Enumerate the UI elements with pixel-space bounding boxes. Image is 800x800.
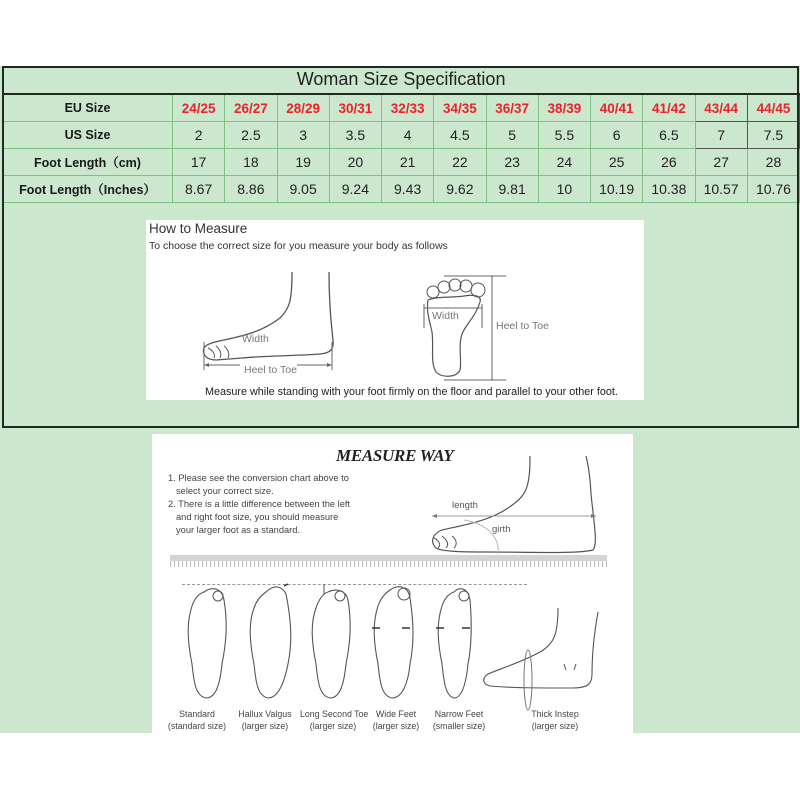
foot-type-name: Long Second Toe [300, 709, 369, 719]
eu-size-cell: 30/31 [329, 94, 381, 122]
us-size-cell: 6.5 [643, 122, 695, 149]
foot-type-name: Standard [179, 709, 215, 719]
row-label: Foot Length（Inches） [3, 176, 173, 203]
foot-type-note: (standard size) [167, 721, 227, 731]
hallux-valgus-foot-icon [244, 584, 296, 704]
row-label: US Size [3, 122, 173, 149]
inches-cell: 9.81 [486, 176, 538, 203]
side-width-label: Width [242, 333, 269, 345]
side-length-label: Heel to Toe [244, 364, 297, 376]
sole-length-label: Heel to Toe [496, 320, 549, 332]
us-size-cell: 5 [486, 122, 538, 149]
foot-type-note: (larger size) [372, 721, 420, 731]
cm-cell: 23 [486, 149, 538, 176]
foot-type-name: Thick Instep [531, 709, 579, 719]
inches-cell: 10.76 [747, 176, 799, 203]
cm-cell: 25 [591, 149, 643, 176]
girth-label: girth [492, 524, 511, 535]
foot-type-name: Narrow Feet [434, 709, 484, 719]
us-size-cell: 4.5 [434, 122, 486, 149]
measure-way-panel [152, 434, 633, 733]
standard-foot-icon [182, 584, 234, 704]
foot-type-long-second-toe [300, 708, 369, 732]
cm-cell: 26 [643, 149, 695, 176]
instruction-2-line-2: and right foot size, you should measure [176, 512, 339, 522]
foot-type-note: (larger size) [309, 721, 357, 731]
inches-cell: 9.24 [329, 176, 381, 203]
cm-cell: 21 [382, 149, 434, 176]
inches-cell: 10.38 [643, 176, 695, 203]
instruction-2-line-3: your larger foot as a standard. [176, 525, 301, 535]
measure-note: Measure while standing with your foot firmly on the floor and parallel to your other foot. [205, 386, 618, 398]
narrow-feet-foot-icon [430, 584, 482, 704]
foot-type-note: (smaller size) [432, 721, 486, 731]
measure-way-title: MEASURE WAY [336, 446, 454, 465]
inches-cell: 8.86 [225, 176, 277, 203]
us-size-cell: 3 [277, 122, 329, 149]
row-label: Foot Length（cm) [3, 149, 173, 176]
cm-cell: 19 [277, 149, 329, 176]
us-size-cell: 5.5 [538, 122, 590, 149]
foot-type-thick-instep [522, 708, 588, 732]
inches-cell: 9.43 [382, 176, 434, 203]
eu-size-cell: 38/39 [538, 94, 590, 122]
inches-cell: 10.19 [591, 176, 643, 203]
cm-cell: 17 [173, 149, 225, 176]
instruction-1-line-2: select your correct size. [176, 486, 274, 496]
measure-instructions [168, 472, 388, 537]
foot-type-narrow-feet [426, 708, 492, 732]
sole-width-label: Width [432, 310, 459, 322]
foot-type-name: Wide Feet [375, 709, 417, 719]
foot-type-wide-feet [366, 708, 426, 732]
cm-cell: 22 [434, 149, 486, 176]
long-second-toe-foot-icon [306, 584, 358, 704]
us-size-cell: 2 [173, 122, 225, 149]
foot-type-note: (larger size) [531, 721, 579, 731]
how-to-measure-subtitle: To choose the correct size for you measure your body as follows [149, 240, 448, 252]
inches-cell: 8.67 [173, 176, 225, 203]
eu-size-cell: 28/29 [277, 94, 329, 122]
instruction-2-line-1: 2. There is a little difference between the left [168, 499, 351, 509]
foot-type-standard [164, 708, 230, 732]
length-label: length [452, 500, 478, 511]
inches-cell: 10 [538, 176, 590, 203]
cm-cell: 20 [329, 149, 381, 176]
how-to-measure-title: How to Measure [149, 221, 248, 236]
us-size-cell: 7 [695, 122, 747, 149]
cm-cell: 18 [225, 149, 277, 176]
thick-instep-foot-icon [482, 604, 612, 714]
foot-type-hallux-valgus [232, 708, 298, 732]
foot-type-name: Hallux Valgus [238, 709, 292, 719]
wide-feet-foot-icon [368, 584, 420, 704]
inches-cell: 9.05 [277, 176, 329, 203]
eu-size-cell: 41/42 [643, 94, 695, 122]
cm-cell: 27 [695, 149, 747, 176]
eu-size-cell: 44/45 [747, 94, 799, 122]
table-title: Woman Size Specification [3, 66, 800, 94]
eu-size-cell: 24/25 [173, 94, 225, 122]
eu-size-cell: 43/44 [695, 94, 747, 122]
eu-size-cell: 26/27 [225, 94, 277, 122]
us-size-cell: 3.5 [329, 122, 381, 149]
inches-cell: 9.62 [434, 176, 486, 203]
us-size-cell: 2.5 [225, 122, 277, 149]
eu-size-cell: 36/37 [486, 94, 538, 122]
cm-cell: 24 [538, 149, 590, 176]
row-label: EU Size [3, 94, 173, 122]
us-size-cell: 4 [382, 122, 434, 149]
eu-size-cell: 32/33 [382, 94, 434, 122]
eu-size-cell: 34/35 [434, 94, 486, 122]
us-size-cell: 6 [591, 122, 643, 149]
instruction-1-line-1: 1. Please see the conversion chart above to [168, 473, 349, 483]
us-size-cell: 7.5 [747, 122, 799, 149]
how-to-measure-panel [146, 220, 644, 400]
eu-size-cell: 40/41 [591, 94, 643, 122]
inches-cell: 10.57 [695, 176, 747, 203]
foot-type-note: (larger size) [241, 721, 289, 731]
cm-cell: 28 [747, 149, 799, 176]
ruler-ticks [170, 561, 607, 567]
